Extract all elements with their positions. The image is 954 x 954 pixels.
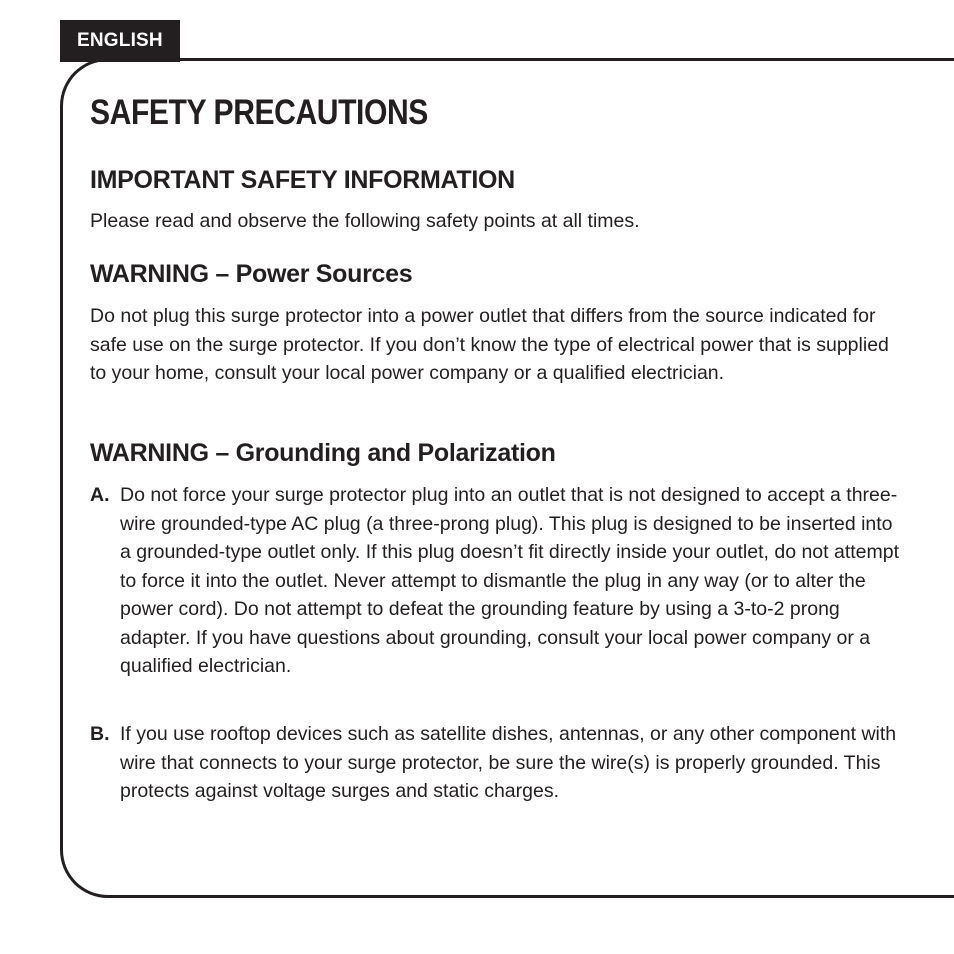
power-sources-text: Do not plug this surge protector into a power outlet that differs from the source indicated for safe use on the surge protector. If you don’t know the type of electrical power that is supplied to your home, consult your local power company or a qualified electrician. — [90, 305, 889, 384]
list-marker: B. — [90, 723, 110, 745]
important-safety-heading: IMPORTANT SAFETY INFORMATION — [90, 166, 515, 194]
language-tab: ENGLISH — [60, 20, 180, 62]
list-marker: A. — [90, 484, 110, 506]
list-item-text: If you use rooftop devices such as satellite dishes, antennas, or any other component with wire that connects to your surge protector, be sure the wire(s) is properly grounded. This protects against voltage surges and static charges. — [120, 723, 897, 802]
important-safety-text: Please read and observe the following safety points at all times. — [90, 210, 640, 232]
power-sources-heading: WARNING – Power Sources — [90, 260, 413, 288]
grounding-heading: WARNING – Grounding and Polarization — [90, 439, 556, 467]
page-title: SAFETY PRECAUTIONS — [90, 93, 428, 132]
list-item — [90, 481, 905, 681]
list-item-text: Do not force your surge protector plug into an outlet that is not designed to accept a three-wire grounded-type AC plug (a three-prong plug). This plug is designed to be inserted into a grounded-type outlet only. If this plug doesn’t fit directly inside your outlet, do not attempt to force it into the outlet. Never attempt to dismantle the plug in any way (or to alter the power cord). Do not attempt to defeat the grounding feature by using a 3-to-2 prong adapter. If you have questions about grounding, consult your local power company or a qualified electrician. — [120, 484, 900, 677]
list-item — [90, 720, 905, 806]
